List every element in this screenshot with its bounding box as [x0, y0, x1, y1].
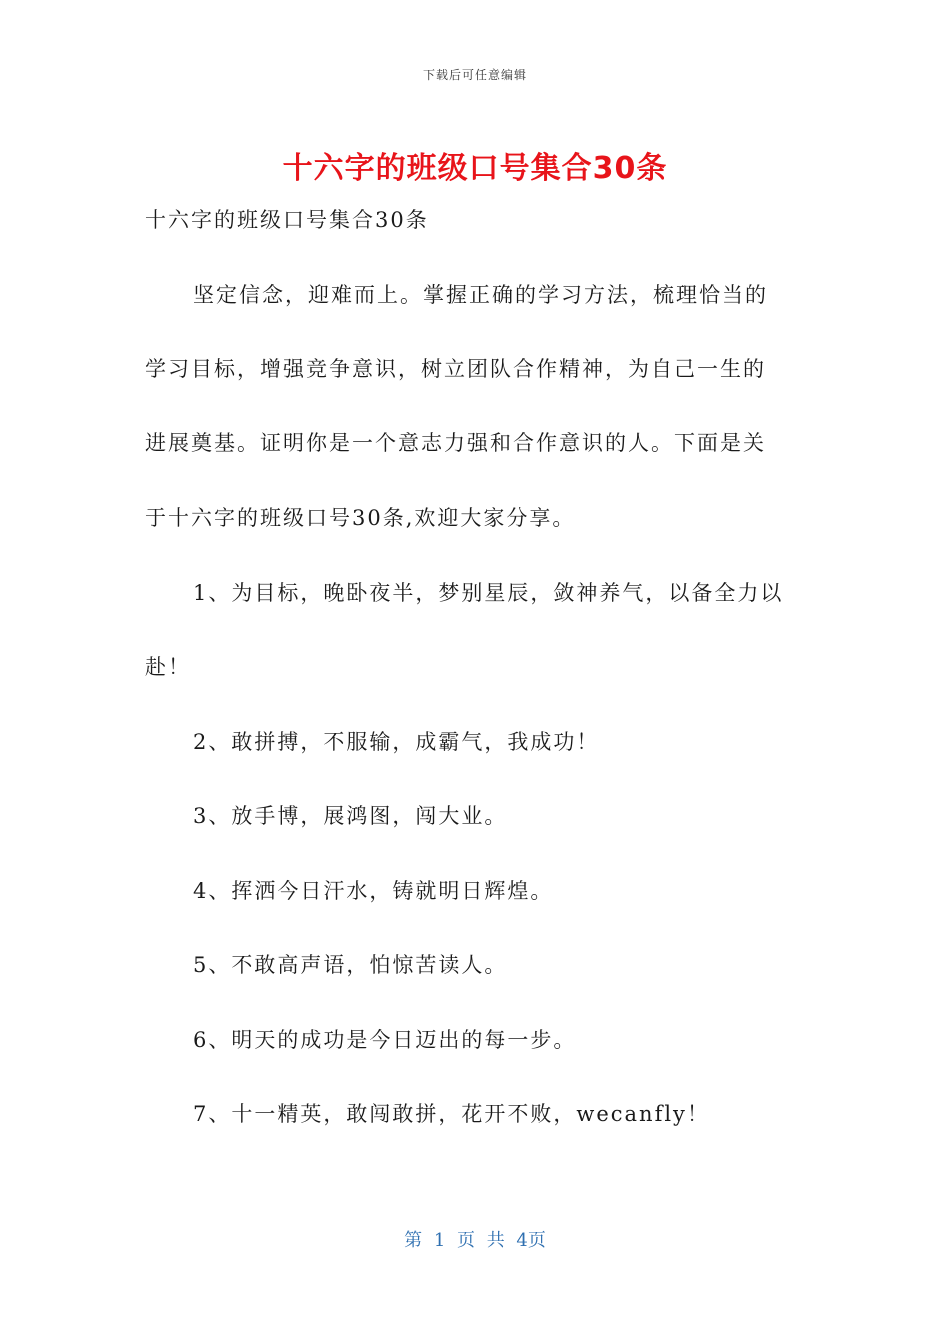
header-note: 下载后可任意编辑: [422, 68, 527, 82]
slogan-5: 5、不敢高声语，怕惊苦读人。: [193, 953, 508, 977]
intro-line-3: 进展奠基。证明你是一个意志力强和合作意识的人。下面是关: [145, 431, 766, 455]
slogan-3: 3、放手博，展鸿图，闯大业。: [193, 804, 508, 828]
subtitle-line: 十六字的班级口号集合30条: [145, 208, 429, 232]
document-title: 十六字的班级口号集合30条: [282, 151, 668, 186]
intro-line-2: 学习目标，增强竞争意识，树立团队合作精神，为自己一生的: [145, 357, 766, 381]
intro-line-1: 坚定信念，迎难而上。掌握正确的学习方法，梳理恰当的: [193, 283, 768, 307]
slogan-6: 6、明天的成功是今日迈出的每一步。: [193, 1028, 577, 1052]
slogan-1-line-2: 赴！: [145, 655, 191, 679]
slogan-4: 4、挥洒今日汗水，铸就明日辉煌。: [193, 879, 554, 903]
slogan-7: 7、十一精英，敢闯敢拼，花开不败，wecanfly！: [193, 1102, 710, 1126]
page-footer: 第 1 页 共 4页: [404, 1230, 546, 1251]
slogan-1-line-1: 1、为目标，晚卧夜半，梦别星辰，敛神养气，以备全力以: [193, 581, 784, 605]
slogan-2: 2、敢拼搏，不服输，成霸气，我成功！: [193, 730, 600, 754]
intro-line-4: 于十六字的班级口号30条,欢迎大家分享。: [145, 506, 576, 530]
